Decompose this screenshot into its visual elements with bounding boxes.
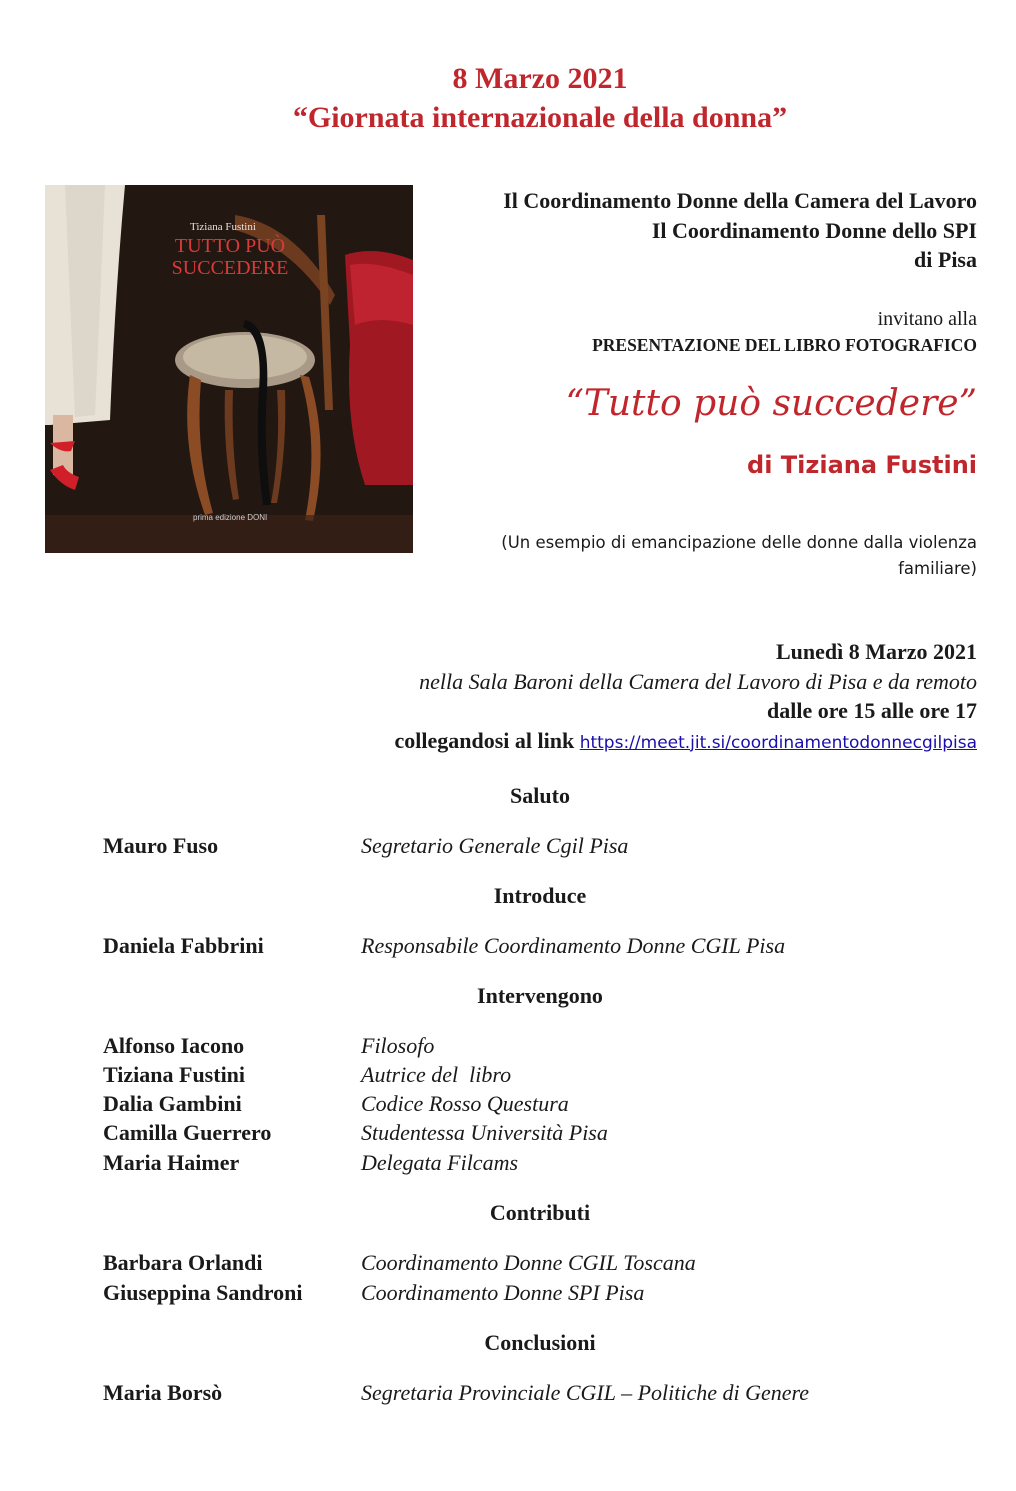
cover-title <box>171 235 289 279</box>
invite-block <box>592 306 977 358</box>
book-description-line2: familiare) <box>898 559 977 578</box>
event-date: Lunedì 8 Marzo 2021 <box>775 639 977 664</box>
event-link-label: collegandosi al link <box>394 727 575 753</box>
speaker-role: Codice Rosso Questura <box>361 1091 569 1116</box>
speaker-role: Segretario Generale Cgil Pisa <box>361 833 629 858</box>
cover-title-line2: SUCCEDERE <box>171 257 289 279</box>
speaker-name: Alfonso Iacono <box>103 1033 245 1058</box>
speaker-role: Responsabile Coordinamento Donne CGIL Pisa <box>361 933 786 958</box>
book-title: “Tutto può succedere” <box>565 383 977 424</box>
book-description <box>437 530 977 582</box>
speaker-name: Daniela Fabbrini <box>103 933 264 958</box>
speaker-name: Camilla Guerrero <box>103 1120 272 1145</box>
speaker-name: Maria Haimer <box>103 1150 240 1175</box>
section-heading-introduce: Introduce <box>493 883 587 908</box>
section-heading-conclusioni: Conclusioni <box>484 1330 596 1355</box>
speaker-role: Studentessa Università Pisa <box>361 1120 608 1145</box>
invite-line: invitano alla <box>877 308 977 330</box>
speaker-role: Autrice del libro <box>361 1062 512 1087</box>
speaker-name: Tiziana Fustini <box>103 1062 246 1087</box>
event-subtitle: “Giornata internazionale della donna” <box>292 101 788 134</box>
event-time: dalle ore 15 alle ore 17 <box>767 698 977 723</box>
meeting-link[interactable]: https://meet.jit.si/coordinamentodonnecgilpisa <box>579 732 977 753</box>
book-description-line1: (Un esempio di emancipazione delle donne dalla violenza <box>501 533 977 552</box>
speaker-name: Barbara Orlandi <box>103 1250 263 1275</box>
cover-author: Tiziana Fustini <box>190 221 256 233</box>
speaker-role: Delegata Filcams <box>361 1150 519 1175</box>
speaker-name: Dalia Gambini <box>103 1091 242 1116</box>
presentation-caption: PRESENTAZIONE DEL LIBRO FOTOGRAFICO <box>592 335 977 355</box>
organizer-line: di Pisa <box>914 247 977 272</box>
section-heading-saluto: Saluto <box>510 783 570 808</box>
speaker-name: Mauro Fuso <box>103 833 219 858</box>
organizer-line: Il Coordinamento Donne della Camera del Lavoro <box>503 188 977 213</box>
event-place: nella Sala Baroni della Camera del Lavoro di Pisa e da remoto <box>419 668 977 694</box>
speaker-role: Coordinamento Donne CGIL Toscana <box>361 1250 696 1275</box>
speaker-role: Segretaria Provinciale CGIL – Politiche di Genere <box>361 1380 810 1405</box>
section-heading-intervengono: Intervengono <box>477 983 603 1008</box>
section-heading-contributi: Contributi <box>489 1200 591 1225</box>
book-cover-image <box>45 185 413 553</box>
speaker-role: Coordinamento Donne SPI Pisa <box>361 1280 645 1305</box>
event-details <box>394 637 977 758</box>
cover-title-line1: TUTTO PUÒ <box>174 235 286 257</box>
speaker-role: Filosofo <box>361 1033 435 1058</box>
event-date-title: 8 Marzo 2021 <box>452 62 628 95</box>
book-author: di Tiziana Fustini <box>747 451 977 479</box>
speaker-name: Maria Borsò <box>103 1380 223 1405</box>
speaker-name: Giuseppina Sandroni <box>103 1280 303 1305</box>
event-link-row <box>394 726 977 759</box>
organizers-block <box>503 186 977 275</box>
organizer-line: Il Coordinamento Donne dello SPI <box>651 217 977 243</box>
cover-publisher: prima edizione DONI <box>193 513 268 522</box>
